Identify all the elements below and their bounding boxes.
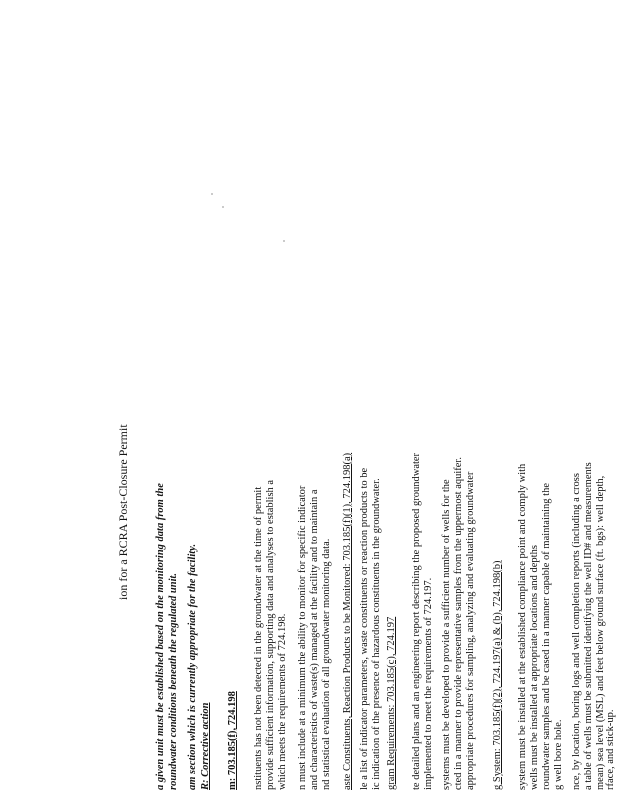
para2-line-3: nd statistical evaluation of all groundwater monitoring data. — [321, 538, 332, 790]
section-line-1: am section which is currently appropriate for the facility. — [187, 543, 198, 790]
para1-line-3: which meets the requirements of 724.198. — [277, 613, 288, 790]
para6-line-4: g well bore hole. — [553, 719, 564, 790]
para7-line-1: nce, by location, boring logs and well completion reports (including a cross — [571, 473, 582, 790]
para6-table-line: a table of wells must be submitted identifying the well ID# and measurements — [583, 462, 594, 790]
para7-line-2: mean) sea level (MSL) and feet below ground surface (ft. bgs): well depth, — [595, 475, 606, 790]
para4-line-1: te detailed plans and an engineering report describing the proposed groundwater — [411, 452, 422, 790]
intro-line-1: a given unit must be established based on the monitoring data from the — [155, 483, 166, 790]
heading-waste-constituents: aste Constituents, Reaction Products to be Monitored: 703.185(f)(1), 724.198(a) — [342, 452, 353, 790]
para2-line-1: n must include at a minimum the ability to monitor for specific indicator — [297, 485, 308, 790]
para2-line-2: and characteristics of waste(s) managed at the facility and to maintain a — [309, 489, 320, 790]
para1-line-2: provide sufficient information, supporting data and analyses to establish a — [265, 479, 276, 790]
scan-speck — [283, 240, 285, 242]
para6-line-3: roundwater samples and be cased in a manner capable of maintaining the — [541, 482, 552, 790]
heading-program-requirements: gram Requirements: 703.185(c), 724.197 — [386, 616, 397, 790]
para7-line-3: rface, and stick-up. — [605, 709, 616, 790]
section-line-2: R: Corrective action — [200, 702, 211, 790]
heading-monitoring-system: g System: 703.185(f)(2), 724.197(a) & (b), 724.198(b) — [492, 560, 503, 790]
intro-line-2: roundwater conditions beneath the regulated unit. — [168, 572, 179, 790]
para4-line-2: implemented to meet the requirements of 724.197. — [423, 577, 434, 790]
para3-line-1: le a list of indicator parameters, waste constituents or reaction products to be — [359, 467, 370, 790]
para6-line-1: system must be installed at the established compliance point and comply with — [517, 463, 528, 790]
para5-line-1: systems must be developed to provide a sufficient number of wells for the — [441, 479, 452, 790]
document-title: ion for a RCRA Post-Closure Permit — [116, 424, 130, 600]
para3-line-2: ic indication of the presence of hazardous constituents in the groundwater. — [371, 478, 382, 790]
para1-line-1: nstituents has not been detected in the groundwater at the time of permit — [253, 486, 264, 790]
scan-speck — [211, 193, 213, 195]
para6-line-2: wells must be installed at appropriate locations and depths — [529, 545, 540, 790]
scan-speck — [222, 206, 224, 208]
heading-regulation: m: 703.185(f), 724.198 — [227, 691, 238, 790]
para5-line-3: appropriate procedures for sampling, analyzing and evaluating groundwater — [465, 471, 476, 790]
para5-line-2: cted in a manner to provide representative samples from the uppermost aquifer. — [453, 457, 464, 790]
